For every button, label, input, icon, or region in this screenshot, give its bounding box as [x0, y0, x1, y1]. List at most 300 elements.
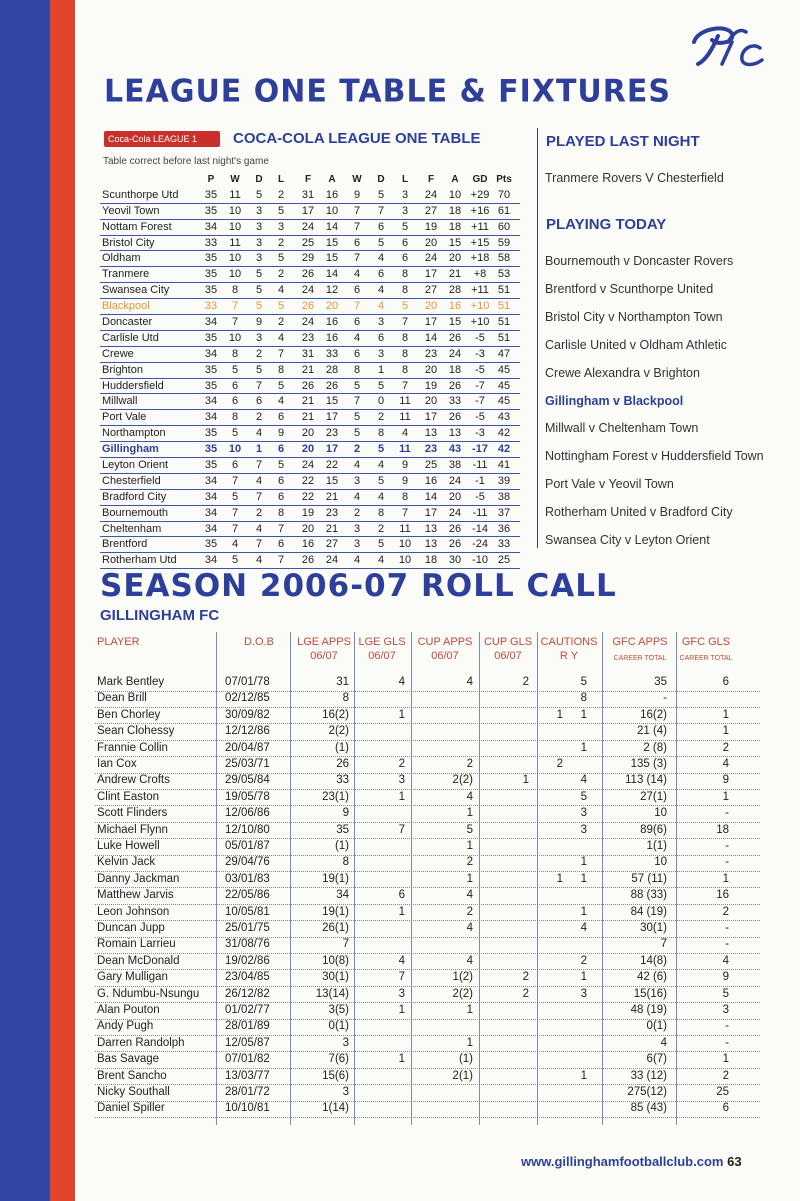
table-cell: 41	[497, 459, 511, 472]
stat-cell: 2	[522, 676, 529, 688]
player-name: Matthew Jarvis	[97, 889, 174, 902]
player-name: Dean McDonald	[97, 954, 180, 967]
table-cell: 27	[424, 204, 438, 217]
dob-cell: 31/08/76	[225, 938, 270, 951]
table-header-cell: D	[255, 174, 263, 185]
table-cell: 7	[231, 316, 239, 329]
table-cell: 16	[325, 316, 339, 329]
team-name: Northampton	[102, 427, 166, 440]
table-cell: 2	[277, 316, 285, 329]
player-name: Andy Pugh	[97, 1020, 154, 1033]
team-name: Tranmere	[102, 268, 150, 281]
team-name: Chesterfield	[102, 474, 161, 487]
table-row	[95, 871, 760, 889]
player-name: Daniel Spiller	[97, 1102, 165, 1115]
table-cell: 5	[377, 188, 385, 201]
stat-cell: 21 (4)	[636, 725, 667, 738]
table-cell: 4	[377, 554, 385, 567]
team-name: Scunthorpe Utd	[102, 188, 179, 201]
table-row	[95, 920, 760, 938]
table-cell: 3	[377, 347, 385, 360]
table-cell: 5	[353, 379, 361, 392]
gfc-gls-header: GFC GLS	[681, 636, 731, 648]
stat-cell: 35	[336, 823, 349, 836]
player-name: Kelvin Jack	[97, 856, 156, 869]
table-cell: 16	[325, 331, 339, 344]
stat-cell: 1	[722, 790, 729, 803]
stat-cell: 42 (6)	[636, 971, 667, 984]
stat-cell: 1	[466, 840, 473, 852]
table-cell: 5	[353, 427, 361, 440]
table-cell: 33	[448, 395, 462, 408]
table-cell: 45	[497, 379, 511, 392]
table-cell: 33	[204, 236, 218, 249]
table-cell: 17	[424, 316, 438, 329]
stat-cell: 48 (19)	[630, 1004, 667, 1016]
table-cell: 13	[448, 427, 462, 440]
table-cell: 10	[228, 220, 242, 233]
table-cell: 24	[424, 188, 438, 201]
table-cell: 2	[353, 506, 361, 519]
table-cell: 35	[204, 188, 218, 201]
table-cell: 15	[325, 252, 339, 265]
table-cell: 34	[204, 522, 218, 535]
stat-cell: 1	[580, 856, 587, 869]
table-cell: -5	[475, 363, 485, 376]
stat-cell: 89(6)	[640, 823, 667, 836]
table-cell: 42	[497, 427, 511, 440]
stat-cell: 1	[580, 905, 587, 918]
stat-cell: -	[725, 856, 729, 869]
league-table-title: COCA-COLA LEAGUE ONE TABLE	[233, 130, 481, 147]
table-cell: 8	[377, 427, 385, 440]
fixture-item: Bristol City v Northampton Town	[545, 309, 723, 324]
gfc-gls-subheader: CAREER TOTAL	[679, 655, 733, 662]
table-cell: 26	[301, 379, 315, 392]
table-cell: 9	[277, 427, 285, 440]
table-row	[100, 394, 520, 410]
footer	[521, 1154, 742, 1169]
table-cell: 4	[377, 284, 385, 297]
cautions-header: CAUTIONS	[540, 636, 598, 648]
table-cell: 9	[255, 316, 263, 329]
table-cell: 18	[448, 363, 462, 376]
table-cell: 15	[325, 474, 339, 487]
player-name: Michael Flynn	[97, 823, 168, 836]
table-cell: 31	[301, 188, 315, 201]
team-name: Port Vale	[102, 411, 147, 424]
stat-cell: 1(14)	[322, 1102, 349, 1115]
player-name: Dean Brill	[97, 692, 147, 705]
table-cell: 20	[448, 490, 462, 503]
dob-cell: 29/04/76	[225, 856, 270, 869]
table-cell: 35	[204, 443, 218, 456]
stat-cell: 2(1)	[452, 1069, 473, 1082]
stat-cell: 4	[466, 676, 473, 688]
table-cell: 5	[231, 363, 239, 376]
table-cell: 22	[301, 474, 315, 487]
table-cell: 8	[401, 363, 409, 376]
table-row	[95, 805, 760, 823]
team-name: Rotherham Utd	[102, 554, 177, 567]
table-header-cell: L	[401, 174, 409, 185]
table-row	[95, 904, 760, 922]
table-cell: 17	[424, 411, 438, 424]
gfc-apps-header: GFC APPS	[612, 636, 668, 648]
table-cell: 6	[353, 316, 361, 329]
stat-cell: 4	[466, 922, 473, 934]
gfc-apps-subheader: CAREER TOTAL	[613, 655, 667, 662]
stat-cell: -	[725, 1020, 729, 1033]
team-name: Swansea City	[102, 284, 170, 297]
stat-cell: 6	[722, 676, 729, 688]
table-cell: 2	[277, 236, 285, 249]
table-cell: 6	[277, 411, 285, 424]
table-row	[95, 740, 760, 758]
table-cell: -24	[472, 538, 488, 551]
table-header-cell: W	[352, 174, 362, 185]
table-cell: 11	[229, 188, 241, 201]
table-cell: 12	[325, 284, 339, 297]
stat-cell: 135 (3)	[630, 758, 667, 770]
stat-cell: 1	[398, 905, 405, 918]
league-table	[100, 173, 520, 569]
table-row	[100, 506, 520, 522]
stat-cell: 10	[654, 807, 667, 820]
team-name: Huddersfield	[102, 379, 164, 392]
table-cell: 24	[301, 459, 315, 472]
stat-cell: 1	[580, 872, 587, 885]
table-row	[95, 1018, 760, 1036]
column-divider	[537, 128, 538, 548]
table-cell: 15	[325, 236, 339, 249]
stat-cell: 4	[466, 954, 473, 967]
stat-cell: 27(1)	[640, 790, 667, 803]
table-cell: 26	[301, 554, 315, 567]
team-name: Doncaster	[102, 316, 153, 329]
table-cell: 6	[377, 268, 385, 281]
table-cell: -3	[475, 347, 485, 360]
table-row	[100, 363, 520, 379]
playing-today-heading: PLAYING TODAY	[546, 216, 667, 233]
stat-cell: 2(2)	[328, 725, 349, 738]
table-cell: 34	[204, 220, 218, 233]
dob-cell: 19/05/78	[225, 790, 270, 803]
stat-cell: -	[725, 922, 729, 934]
table-cell: 21	[301, 411, 315, 424]
table-cell: 20	[424, 300, 438, 313]
stat-cell: 2	[722, 1069, 729, 1082]
stat-cell: 7	[342, 938, 349, 951]
table-cell: 38	[448, 459, 462, 472]
table-row	[100, 474, 520, 490]
team-name: Brighton	[102, 363, 143, 376]
team-name: Bournemouth	[102, 506, 169, 519]
table-header-cell: P	[207, 174, 215, 185]
table-cell: 11	[399, 395, 411, 408]
table-row	[100, 220, 520, 236]
table-cell: 5	[255, 300, 263, 313]
table-cell: 4	[277, 395, 285, 408]
table-cell: 27	[424, 284, 438, 297]
dob-cell: 07/01/82	[225, 1053, 270, 1066]
table-cell: 8	[231, 347, 239, 360]
table-cell: 7	[401, 379, 409, 392]
table-header-cell: L	[277, 174, 285, 185]
stat-cell: 1(1)	[646, 840, 667, 852]
table-cell: 15	[448, 316, 462, 329]
stat-cell: 7	[398, 823, 405, 836]
table-cell: 51	[497, 331, 511, 344]
table-cell: 29	[301, 252, 315, 265]
stat-cell: 7	[398, 971, 405, 984]
table-cell: +16	[470, 204, 490, 217]
table-cell: 24	[448, 347, 462, 360]
table-cell: 6	[231, 379, 239, 392]
table-cell: 20	[448, 252, 462, 265]
stat-cell: 1	[556, 872, 563, 885]
table-cell: 5	[277, 204, 285, 217]
table-cell: 35	[204, 268, 218, 281]
fixture-item: Brentford v Scunthorpe United	[545, 281, 714, 296]
player-name: Darren Randolph	[97, 1036, 185, 1049]
stat-cell: 4	[580, 922, 587, 934]
dob-cell: 10/05/81	[225, 905, 270, 918]
team-name: Nottam Forest	[102, 220, 172, 233]
table-cell: 5	[353, 411, 361, 424]
table-cell: 35	[204, 459, 218, 472]
stat-cell: 2	[522, 987, 529, 1000]
stat-cell: 26	[336, 758, 349, 770]
table-cell: 2	[377, 411, 385, 424]
table-cell: 5	[377, 538, 385, 551]
stat-cell: 9	[722, 774, 729, 787]
stat-cell: 3	[580, 987, 587, 1000]
table-header-cell: GD	[472, 174, 488, 185]
dob-cell: 26/12/82	[225, 987, 270, 1000]
table-cell: 18	[448, 204, 462, 217]
table-cell: 43	[448, 443, 462, 456]
stat-cell: 113 (14)	[625, 774, 667, 787]
table-cell: 9	[401, 474, 409, 487]
table-cell: 4	[377, 490, 385, 503]
stat-cell: 2	[398, 758, 405, 770]
table-cell: -14	[472, 522, 488, 535]
table-cell: 24	[424, 252, 438, 265]
lge-gls-subheader: 06/07	[368, 650, 396, 662]
table-cell: 17	[301, 204, 315, 217]
table-cell: -3	[475, 427, 485, 440]
table-cell: 11	[399, 522, 411, 535]
stat-cell: -	[725, 807, 729, 820]
stat-cell: 1	[466, 1036, 473, 1049]
dob-cell: 01/02/77	[225, 1004, 270, 1016]
table-cell: 24	[448, 506, 462, 519]
table-cell: 4	[353, 331, 361, 344]
fixture-item: Gillingham v Blackpool	[545, 393, 684, 408]
table-row	[100, 251, 520, 267]
table-cell: 39	[497, 474, 511, 487]
table-cell: -5	[475, 331, 485, 344]
stat-cell: 10(8)	[322, 954, 349, 967]
table-cell: 3	[353, 474, 361, 487]
table-cell: 25	[301, 236, 315, 249]
table-cell: 34	[204, 490, 218, 503]
table-cell: 34	[204, 316, 218, 329]
stat-cell: 4	[466, 790, 473, 803]
table-cell: 24	[325, 554, 339, 567]
table-cell: 22	[325, 459, 339, 472]
stat-cell: 1	[466, 807, 473, 820]
table-cell: 11	[229, 236, 241, 249]
table-cell: +11	[471, 284, 489, 297]
cup-apps-header: CUP APPS	[417, 636, 473, 648]
table-cell: 5	[277, 379, 285, 392]
player-name: Romain Larrieu	[97, 938, 176, 951]
table-row	[100, 236, 520, 252]
dob-cell: 05/01/87	[225, 840, 270, 852]
fixture-item: Carlisle United v Oldham Athletic	[545, 337, 728, 352]
stat-cell: 1	[522, 774, 529, 787]
stat-cell: 25	[716, 1086, 729, 1098]
stat-cell: 1	[398, 790, 405, 803]
page-number: 63	[727, 1154, 742, 1169]
table-cell: 26	[448, 411, 462, 424]
cup-gls-header: CUP GLS	[483, 636, 533, 648]
table-row	[95, 756, 760, 774]
table-cell: 5	[231, 490, 239, 503]
table-cell: 4	[353, 459, 361, 472]
table-cell: 4	[255, 427, 263, 440]
table-cell: 15	[448, 236, 462, 249]
team-name: Millwall	[102, 395, 138, 408]
dob-cell: 07/01/78	[225, 676, 270, 688]
table-row	[95, 1100, 760, 1118]
dob-cell: 22/05/86	[225, 889, 270, 902]
player-name: Ian Cox	[97, 758, 137, 770]
table-cell: 26	[448, 379, 462, 392]
table-row	[100, 537, 520, 553]
stat-cell: 4	[660, 1036, 667, 1049]
stat-cell: 14(8)	[640, 954, 667, 967]
table-cell: 8	[401, 490, 409, 503]
table-cell: -7	[475, 395, 485, 408]
table-cell: 13	[424, 427, 438, 440]
page-title: LEAGUE ONE TABLE & FIXTURES	[104, 73, 671, 110]
table-cell: 18	[424, 554, 438, 567]
table-cell: +10	[470, 316, 490, 329]
table-cell: 5	[377, 379, 385, 392]
table-cell: 7	[255, 538, 263, 551]
stat-cell: 9	[722, 971, 729, 984]
table-cell: 3	[401, 188, 409, 201]
table-cell: 14	[424, 490, 438, 503]
dob-cell: 10/10/81	[225, 1102, 270, 1115]
stat-cell: (1)	[458, 1053, 473, 1066]
stat-cell: 3	[580, 823, 587, 836]
table-cell: 5	[401, 220, 409, 233]
stat-cell: 1	[722, 872, 729, 885]
table-cell: 7	[277, 347, 285, 360]
stat-cell: 5	[466, 823, 473, 836]
table-cell: 5	[401, 300, 409, 313]
table-header-cell: F	[427, 174, 435, 185]
table-cell: 23	[424, 347, 438, 360]
table-cell: 6	[231, 395, 239, 408]
table-cell: 13	[424, 538, 438, 551]
team-name: Bristol City	[102, 236, 155, 249]
table-cell: 42	[497, 443, 511, 456]
stat-cell: 30(1)	[640, 922, 667, 934]
stat-cell: 16(2)	[640, 708, 667, 721]
league-one-badge: Coca-Cola LEAGUE 1	[104, 131, 220, 147]
table-cell: +18	[470, 252, 490, 265]
table-cell: 7	[401, 506, 409, 519]
player-name: Luke Howell	[97, 840, 160, 852]
stat-cell: (1)	[334, 840, 349, 852]
table-cell: 7	[353, 204, 361, 217]
stat-cell: 23(1)	[322, 790, 349, 803]
table-cell: -11	[472, 506, 488, 519]
table-cell: 11	[399, 443, 411, 456]
stat-cell: 2 (8)	[643, 741, 667, 754]
footer-url[interactable]: www.gillinghamfootballclub.com	[521, 1154, 724, 1169]
table-cell: 5	[255, 284, 263, 297]
stat-cell: 4	[722, 758, 729, 770]
table-cell: 6	[353, 284, 361, 297]
stat-cell: 26(1)	[322, 922, 349, 934]
table-cell: 34	[204, 506, 218, 519]
table-row	[100, 188, 520, 204]
fixture-item: Crewe Alexandra v Brighton	[545, 365, 700, 380]
table-cell: 7	[353, 395, 361, 408]
table-cell: 10	[325, 204, 339, 217]
stat-cell: 4	[398, 676, 405, 688]
table-cell: 19	[301, 506, 315, 519]
table-row	[100, 204, 520, 220]
fixture-item: Millwall v Cheltenham Town	[545, 421, 699, 436]
table-cell: 3	[353, 538, 361, 551]
gfc-logo-icon	[688, 20, 766, 70]
table-header-cell: D	[377, 174, 385, 185]
blue-edge-stripe	[0, 0, 50, 1201]
stat-cell: 1	[398, 1004, 405, 1016]
team-name: Brentford	[102, 538, 148, 551]
stat-cell: 3	[722, 1004, 729, 1016]
table-cell: 5	[255, 188, 263, 201]
fixture-item: Nottingham Forest v Huddersfield Town	[545, 449, 764, 464]
table-row	[95, 723, 760, 741]
table-row	[95, 953, 760, 971]
table-cell: 8	[401, 284, 409, 297]
dob-cell: 29/05/84	[225, 774, 270, 787]
team-name: Carlisle Utd	[102, 331, 159, 344]
table-cell: 35	[204, 284, 218, 297]
table-cell: 2	[277, 268, 285, 281]
table-cell: 8	[401, 331, 409, 344]
table-header-cell: F	[304, 174, 312, 185]
stat-cell: 19(1)	[322, 905, 349, 918]
table-cell: 23	[325, 427, 339, 440]
stat-cell: 4	[580, 774, 587, 787]
stat-cell: 3	[398, 774, 405, 787]
table-cell: 38	[497, 490, 511, 503]
table-cell: 33	[204, 300, 218, 313]
table-row	[100, 442, 520, 458]
table-cell: 24	[301, 220, 315, 233]
table-cell: 33	[497, 538, 511, 551]
club-name: GILLINGHAM FC	[100, 607, 220, 624]
